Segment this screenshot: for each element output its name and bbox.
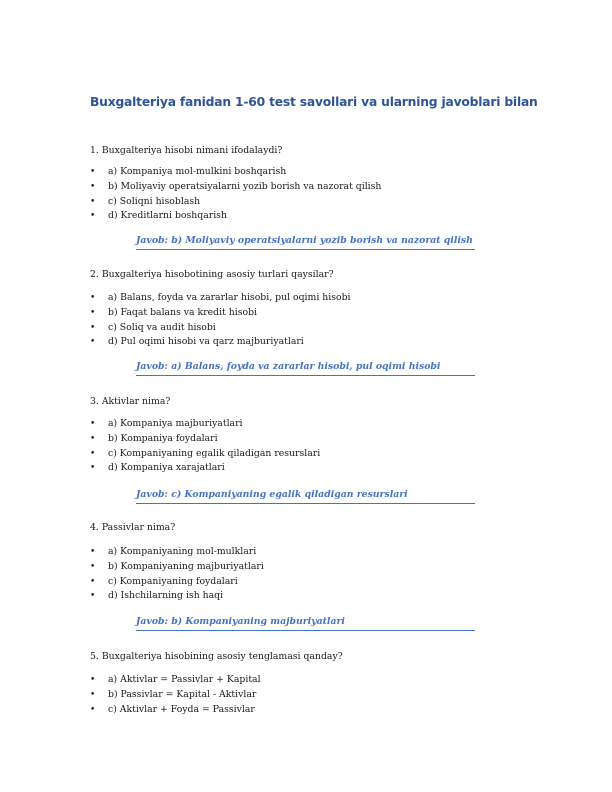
option-1b [90, 180, 381, 195]
options-list-1 [90, 165, 381, 224]
bullet-icon: • [90, 704, 96, 715]
option-4b [90, 560, 264, 575]
option-text: d) Kompaniya xarajatlari [108, 462, 225, 474]
bullet-icon: • [90, 167, 96, 177]
option-text: b) Passivlar = Kapital - Aktivlar [108, 688, 257, 700]
option-1a [90, 165, 381, 180]
option-3c [90, 447, 320, 462]
option-4d [90, 589, 264, 604]
answer-4: Javob: b) Kompaniyaning majburiyatlari [136, 616, 475, 631]
bullet-icon: • [90, 448, 96, 459]
option-text: a) Kompaniya mol-mulkini boshqarish [108, 166, 287, 177]
option-4a [90, 545, 264, 560]
options-list-5 [90, 673, 261, 717]
question-2: 2. Buxgalteriya hisobotining asosiy turlari qaysilar? [90, 269, 334, 280]
option-text: c) Kompaniyaning egalik qiladigan resurslari [108, 447, 321, 459]
question-3: 3. Aktivlar nima? [90, 396, 171, 407]
option-2c [90, 321, 351, 336]
bullet-icon: • [90, 196, 96, 207]
option-text: a) Aktivlar = Passivlar + Kapital [108, 674, 261, 685]
option-5a [90, 673, 261, 688]
option-text: b) Kompaniyaning majburiyatlari [108, 560, 264, 572]
answer-1: Javob: b) Moliyaviy operatsiyalarni yozib borish va nazorat qilish [136, 235, 475, 250]
answer-3: Javob: c) Kompaniyaning egalik qiladigan resurslari [136, 489, 475, 504]
option-3d [90, 461, 320, 476]
bullet-icon: • [90, 419, 96, 429]
option-text: d) Kreditlarni boshqarish [108, 210, 227, 222]
options-list-2 [90, 291, 351, 350]
option-text: b) Moliyaviy operatsiyalarni yozib borish va nazorat qilish [108, 180, 382, 192]
question-4: 4. Passivlar nima? [90, 522, 176, 533]
bullet-icon: • [90, 307, 96, 318]
bullet-icon: • [90, 561, 96, 572]
option-text: c) Aktivlar + Foyda = Passivlar [108, 703, 255, 715]
option-5b [90, 688, 261, 703]
bullet-icon: • [90, 337, 96, 348]
option-2d [90, 335, 351, 350]
option-text: c) Soliq va audit hisobi [108, 321, 216, 333]
option-text: d) Ishchilarning ish haqi [108, 590, 224, 602]
option-text: a) Balans, foyda va zararlar hisobi, pul oqimi hisobi [108, 292, 351, 303]
option-text: c) Soliqni hisoblash [108, 195, 201, 207]
option-5c [90, 703, 261, 718]
option-text: a) Kompaniyaning mol-mulklari [108, 546, 257, 557]
option-4c [90, 575, 264, 590]
bullet-icon: • [90, 689, 96, 700]
bullet-icon: • [90, 547, 96, 557]
bullet-icon: • [90, 181, 96, 192]
option-text: c) Kompaniyaning foydalari [108, 575, 238, 587]
option-2a [90, 291, 351, 306]
option-text: d) Pul oqimi hisobi va qarz majburiyatlari [108, 336, 304, 348]
option-text: a) Kompaniya majburiyatlari [108, 418, 243, 429]
page-title: Buxgalteriya fanidan 1-60 test savollari va ularning javoblari bilan [90, 95, 538, 109]
answer-2: Javob: a) Balans, foyda va zararlar hisobi, pul oqimi hisobi [136, 361, 475, 376]
bullet-icon: • [90, 293, 96, 303]
question-1: 1. Buxgalteriya hisobi nimani ifodalaydi? [90, 145, 283, 156]
bullet-icon: • [90, 675, 96, 685]
option-1c [90, 195, 381, 210]
options-list-3 [90, 417, 320, 476]
option-1d [90, 209, 381, 224]
bullet-icon: • [90, 591, 96, 602]
bullet-icon: • [90, 463, 96, 474]
option-3b [90, 432, 320, 447]
option-text: b) Kompaniya foydalari [108, 432, 218, 444]
question-5: 5. Buxgalteriya hisobining asosiy tenglamasi qanday? [90, 651, 343, 662]
option-3a [90, 417, 320, 432]
bullet-icon: • [90, 211, 96, 222]
bullet-icon: • [90, 322, 96, 333]
option-2b [90, 306, 351, 321]
bullet-icon: • [90, 576, 96, 587]
bullet-icon: • [90, 433, 96, 444]
options-list-4 [90, 545, 264, 604]
option-text: b) Faqat balans va kredit hisobi [108, 306, 258, 318]
